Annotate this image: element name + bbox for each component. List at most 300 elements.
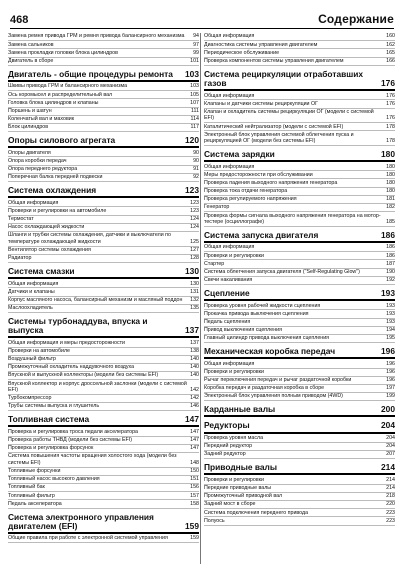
page-ref: 186	[386, 252, 395, 259]
entry-title: Трубы системы выпуска и глушитель	[8, 403, 100, 410]
entry-title: Диагностика системы управления двигателем	[204, 41, 318, 48]
page-ref: 124	[190, 224, 199, 231]
page-ref: 125	[190, 238, 199, 245]
toc-entry	[204, 92, 395, 100]
section-title: Двигатель - общие процедуры ремонта	[8, 68, 173, 79]
toc-entry	[8, 288, 199, 296]
page-ref: 101	[190, 57, 199, 64]
page-ref: 178	[386, 138, 395, 145]
toc-entry	[204, 369, 395, 377]
section-title: Система смазки	[8, 265, 75, 276]
page-ref: 214	[386, 485, 395, 491]
toc-section-heading	[8, 266, 199, 279]
toc-entry	[204, 131, 395, 146]
page-ref: 157	[190, 492, 199, 499]
toc-entry	[8, 364, 199, 372]
page-ref: 140	[190, 372, 199, 379]
page-ref: 193	[386, 318, 395, 325]
toc-section-heading	[204, 346, 395, 359]
page-ref: 148	[190, 459, 199, 466]
page-ref: 186	[386, 244, 395, 251]
toc-entry	[204, 302, 395, 310]
page-ref: 166	[386, 57, 395, 64]
entry-title: Опора переднего редуктора	[8, 166, 78, 173]
page-ref: 147	[190, 428, 199, 435]
entry-title: Общая информация	[8, 280, 59, 287]
toc-entry	[8, 380, 199, 395]
page-ref: 123	[190, 207, 199, 214]
entry-title: Система подключения переднего привода	[204, 509, 309, 516]
page-ref: 142	[190, 387, 199, 394]
page-ref: 180	[386, 171, 395, 178]
page-ref: 99	[193, 49, 199, 56]
entry-title: Проверка тока отдачи генератора	[204, 188, 288, 195]
entry-title: Блок цилиндров	[8, 124, 49, 131]
toc-entry	[8, 395, 199, 403]
section-title: Карданные валы	[204, 404, 276, 415]
entry-title: Общая информация	[204, 163, 255, 170]
page-ref: 107	[190, 99, 199, 106]
toc-entry	[204, 501, 395, 509]
page-ref: 196	[386, 360, 395, 367]
toc-entry	[8, 428, 199, 436]
entry-title: Радиатор	[8, 255, 32, 262]
entry-title: Меры предосторожности при обслуживании	[204, 171, 313, 178]
entry-title: Полуось	[204, 517, 225, 524]
toc-section-heading	[8, 414, 199, 427]
page-ref: 120	[185, 135, 199, 146]
toc-entry	[204, 260, 395, 268]
entry-title: Коробка передач и раздаточная коробка в сборе	[204, 385, 325, 392]
page-ref: 176	[386, 100, 395, 107]
page-ref: 142	[190, 395, 199, 402]
page-number: 468	[10, 14, 29, 26]
entry-title: Общая информация	[204, 33, 255, 40]
entry-title: Впускной коллектор и корпус дроссельной заслонки (модели с системой EFI)	[8, 380, 187, 394]
page-ref: 111	[190, 107, 199, 114]
toc-entry	[8, 199, 199, 207]
section-title: Приводные валы	[204, 462, 278, 473]
entry-title: Головка блока цилиндров и клапаны	[8, 99, 99, 106]
entry-title: Периодическое обслуживание	[204, 49, 280, 56]
entry-title: Проверка формы сигнала выходного напряжения генератора на мотор-тестере (осциллографе)	[204, 212, 381, 226]
page-ref: 204	[386, 443, 395, 450]
entry-title: Проверки и регулировки	[204, 252, 264, 259]
page-ref: 90	[193, 157, 199, 164]
toc-entry	[8, 224, 199, 232]
toc-entry	[204, 385, 395, 393]
entry-title: Система облегчения запуска двигателя ("Self-Regulating Glow")	[204, 268, 360, 275]
entry-title: Опоры двигателя	[8, 149, 51, 156]
entry-title: Проверка регулируемого напряжения	[204, 196, 297, 203]
toc-entry	[8, 492, 199, 500]
toc-entry	[204, 163, 395, 171]
entry-title: Проверка компонентов системы управления двигателем	[204, 57, 344, 64]
entry-title: Двигатель в сборе	[8, 57, 54, 64]
toc-entry	[8, 58, 199, 66]
toc-section-heading	[8, 512, 199, 534]
page-ref: 214	[381, 462, 395, 473]
entry-title: Топливный фильтр	[8, 492, 55, 499]
entry-title: Общие правила при работе с электронной системой управления	[8, 535, 168, 542]
page-ref: 176	[381, 77, 395, 88]
toc-entry	[8, 500, 199, 508]
toc-entry	[204, 49, 395, 57]
page-ref: 140	[190, 356, 199, 363]
entry-title: Педаль сцепления	[204, 318, 251, 325]
entry-title: Передние приводные валы	[204, 485, 272, 491]
toc-section-heading	[204, 462, 395, 475]
entry-title: Вентилятор системы охлаждения	[8, 246, 91, 253]
toc-entry	[8, 49, 199, 57]
page-ref: 130	[190, 280, 199, 287]
section-title: Система рециркуляции отработавших газов	[204, 68, 364, 88]
page-ref: 165	[386, 49, 395, 56]
toc-entry	[8, 232, 199, 247]
page-ref: 147	[185, 414, 199, 425]
section-title: Система электронного управления двигателем (EFI)	[8, 511, 154, 531]
toc-entry	[8, 305, 199, 313]
entry-title: Поршень и шатун	[8, 107, 52, 114]
entry-title: Маслоохладитель	[8, 305, 53, 312]
toc-entry	[8, 348, 199, 356]
entry-title: Опора коробки передач	[8, 157, 67, 164]
entry-title: Главный цилиндр привода выключения сцепления	[204, 335, 330, 342]
toc-entry	[8, 99, 199, 107]
toc-entry	[204, 485, 395, 493]
page-ref: 123	[185, 185, 199, 196]
toc-entry	[8, 453, 199, 468]
toc-entry	[8, 255, 199, 263]
section-title: Топливная система	[8, 414, 90, 425]
toc-entry	[204, 123, 395, 131]
page-ref: 223	[386, 509, 395, 516]
entry-title: Общая информация и меры предосторожности	[8, 339, 126, 346]
entry-title: Топливный насос высокого давления	[8, 476, 100, 483]
toc-entry	[204, 310, 395, 318]
column-divider	[200, 33, 201, 564]
page-ref: 176	[386, 115, 395, 122]
entry-title: Проверка уровня рабочей жидкости сцепления	[204, 302, 321, 309]
toc-right-column	[204, 33, 395, 564]
toc-entry	[204, 493, 395, 501]
toc-section-heading	[8, 316, 199, 338]
page-ref: 138	[190, 347, 199, 354]
page-ref: 147	[190, 437, 199, 443]
entry-title: Шкивы привода ГРМ и балансирного механизма	[8, 83, 128, 90]
toc-entry	[204, 179, 395, 187]
toc-left-column	[8, 33, 199, 564]
toc-entry	[204, 443, 395, 451]
page-ref: 114	[190, 116, 199, 123]
toc-entry	[8, 297, 199, 305]
page-ref: 137	[185, 325, 199, 336]
entry-title: Привод выключения сцепления	[204, 327, 282, 334]
page-ref: 128	[190, 255, 199, 262]
entry-title: Замена ремня привода ГРМ и ремня привода балансирного механизма	[8, 33, 185, 40]
page-ref: 131	[190, 288, 199, 295]
toc-entry	[204, 517, 395, 525]
page-ref: 207	[386, 451, 395, 458]
page-ref: 194	[386, 327, 395, 334]
entry-title: Топливные форсунки	[8, 467, 61, 474]
page-ref: 193	[386, 310, 395, 317]
toc-entry	[8, 476, 199, 484]
section-title: Механическая коробка передач	[204, 346, 336, 357]
page-ref: 91	[193, 166, 199, 173]
page-ref: 97	[193, 41, 199, 48]
toc-section-heading	[204, 230, 395, 243]
entry-title: Замена прокладки головки блока цилиндров	[8, 49, 118, 56]
section-title: Система зарядки	[204, 148, 275, 159]
page-ref: 146	[190, 403, 199, 410]
toc-entry	[204, 244, 395, 252]
toc-entry	[8, 280, 199, 288]
page-ref: 90	[193, 149, 199, 156]
toc-entry	[204, 171, 395, 179]
toc-entry	[8, 372, 199, 380]
page-ref: 94	[193, 33, 199, 40]
entry-title: Ось коромысел и распределительный вал	[8, 91, 113, 98]
page-ref: 105	[190, 91, 199, 98]
toc-section-heading	[8, 69, 199, 82]
page-ref: 178	[386, 123, 395, 130]
page-ref: 162	[386, 41, 395, 48]
toc-section-heading	[204, 149, 395, 162]
entry-title: Педаль акселератора	[8, 500, 62, 507]
toc-entry	[204, 435, 395, 443]
toc-entry	[204, 196, 395, 204]
toc-entry	[8, 207, 199, 215]
entry-title: Впускной и выпускной коллекторы (модели без системы EFI)	[8, 372, 159, 379]
toc-entry	[8, 247, 199, 255]
entry-title: Насос охлаждающей жидкости	[8, 224, 85, 231]
entry-title: Генератор	[204, 204, 230, 211]
page-ref: 103	[185, 68, 199, 79]
toc-entry	[8, 124, 199, 132]
page-ref: 158	[190, 500, 199, 507]
toc-entry	[8, 41, 199, 49]
entry-title: Турбокомпрессор	[8, 395, 52, 402]
toc-entry	[8, 356, 199, 364]
entry-title: Прокачка привода выключения сцепления	[204, 310, 309, 317]
page-ref: 181	[386, 196, 395, 203]
entry-title: Коленчатый вал и маховик	[8, 116, 75, 123]
toc-entry	[204, 451, 395, 459]
page-ref: 195	[386, 335, 395, 342]
toc-entry	[8, 484, 199, 492]
page-ref: 123	[190, 199, 199, 206]
toc-entry	[204, 335, 395, 343]
toc-entry	[204, 476, 395, 484]
toc-entry	[204, 212, 395, 227]
entry-title: Шланги и трубки системы охлаждения, датчики и выключатели по температуре охлаждающей жидкости	[8, 232, 171, 245]
section-title: Сцепление	[204, 287, 250, 298]
toc-entry	[204, 327, 395, 335]
page-ref: 192	[386, 277, 395, 284]
page-ref: 92	[193, 174, 199, 181]
toc-entry	[8, 149, 199, 157]
entry-title: Проверки на автомобиле	[8, 347, 71, 354]
entry-title: Каталитический нейтрализатор (модели с системой EFI)	[204, 123, 344, 130]
entry-title: Общая информация	[204, 244, 255, 251]
page-ref: 103	[190, 83, 199, 90]
toc-entry	[8, 468, 199, 476]
page-ref: 218	[386, 493, 395, 500]
page-ref: 190	[386, 268, 395, 275]
entry-title: Проверка и регулировка форсунок	[8, 445, 94, 452]
page-ref: 151	[190, 476, 199, 483]
entry-title: Общая информация	[204, 92, 255, 99]
entry-title: Промежуточный охладитель наддувочного воздуха	[8, 364, 135, 371]
toc-entry	[8, 83, 199, 91]
page-ref: 199	[386, 393, 395, 400]
toc-entry	[204, 58, 395, 66]
entry-title: Общая информация	[8, 199, 59, 206]
page-ref: 185	[386, 219, 395, 226]
entry-title: Клапаны и датчики системы рециркуляции ОГ	[204, 100, 318, 107]
page-ref: 187	[386, 260, 395, 267]
entry-title: Рычаг переключения передач и рычаг раздаточной коробки	[204, 377, 352, 384]
entry-title: Проверки и регулировки	[204, 476, 264, 483]
page-ref: 156	[190, 484, 199, 491]
toc-entry	[8, 339, 199, 347]
toc-entry	[8, 174, 199, 182]
toc-entry	[204, 100, 395, 108]
page-title: Содержание	[318, 12, 394, 26]
page-ref: 176	[386, 92, 395, 99]
toc-entry	[204, 393, 395, 401]
entry-title: Замена сальников	[8, 41, 54, 48]
page-ref: 204	[386, 435, 395, 442]
toc-section-heading	[204, 288, 395, 301]
page-ref: 150	[190, 467, 199, 474]
page-ref: 127	[190, 246, 199, 253]
toc-entry	[204, 188, 395, 196]
page-ref: 200	[381, 404, 395, 415]
toc-entry	[8, 166, 199, 174]
page-ref: 180	[386, 179, 395, 186]
toc-entry	[204, 109, 395, 124]
toc-entry	[204, 509, 395, 517]
toc-entry	[8, 116, 199, 124]
toc-entry	[8, 33, 199, 41]
toc-entry	[8, 445, 199, 453]
entry-title: Промежуточный приводной вал	[204, 493, 283, 500]
entry-title: Проверка падения выходного напряжения генератора	[204, 179, 338, 186]
section-title: Система запуска двигателя	[204, 229, 319, 240]
section-title: Системы турбонаддува, впуска и выпуска	[8, 315, 148, 336]
entry-title: Клапан и охладитель системы рециркуляции ОГ (модели с системой EFI)	[204, 108, 374, 122]
section-title: Редукторы	[204, 420, 250, 431]
header-divider	[10, 28, 394, 29]
entry-title: Проверка и регулировка троса педали акселератора	[8, 428, 138, 435]
toc-entry	[204, 277, 395, 285]
entry-title: Топливный бак	[8, 484, 45, 491]
section-title: Опоры силового агрегата	[8, 135, 116, 146]
entry-title: Поперечная балка передней подвески	[8, 174, 103, 181]
page-ref: 160	[386, 33, 395, 40]
toc-entry	[8, 535, 199, 543]
page-ref: 180	[381, 148, 395, 159]
toc-entry	[8, 108, 199, 116]
page-ref: 214	[386, 476, 395, 483]
entry-title: Проверка уровня масла	[204, 435, 264, 442]
page-ref: 135	[190, 305, 199, 312]
page-ref: 140	[190, 364, 199, 371]
toc-section-heading	[204, 420, 395, 433]
entry-title: Термостат	[8, 216, 34, 222]
toc-entry	[204, 41, 395, 49]
page-ref: 159	[185, 520, 199, 531]
entry-title: Передний редуктор	[204, 443, 253, 450]
page-ref: 124	[190, 216, 199, 222]
page-ref: 197	[386, 385, 395, 392]
toc-entry	[204, 377, 395, 385]
page-ref: 223	[386, 517, 395, 524]
toc-entry	[204, 252, 395, 260]
toc-entry	[8, 403, 199, 411]
toc-section-heading	[8, 185, 199, 198]
page-ref: 182	[386, 204, 395, 211]
entry-title: Стартер	[204, 260, 225, 267]
page-ref: 204	[381, 420, 395, 431]
entry-title: Электронный блок управления полным приводом (4WD)	[204, 393, 343, 400]
toc-entry	[204, 204, 395, 212]
entry-title: Свечи накаливания	[204, 277, 253, 284]
page-ref: 196	[386, 377, 395, 384]
page-ref: 117	[190, 124, 199, 131]
toc-section-heading	[8, 135, 199, 148]
toc-entry	[204, 33, 395, 41]
toc-section-heading	[204, 69, 395, 91]
entry-title: Система повышения частоты вращения холостого хода (модели без системы EFI)	[8, 453, 177, 466]
page-header	[10, 8, 394, 26]
page-ref: 180	[386, 163, 395, 170]
page-ref: 147	[190, 445, 199, 452]
page-ref: 186	[381, 229, 395, 240]
entry-title: Проверки и регулировки	[204, 368, 264, 375]
toc-entry	[204, 269, 395, 277]
page-ref: 137	[190, 339, 199, 346]
entry-title: Общая информация	[204, 360, 255, 367]
page-ref: 180	[386, 188, 395, 195]
entry-title: Воздушный фильтр	[8, 356, 57, 363]
entry-title: Датчики и клапаны	[8, 288, 55, 295]
page-ref: 132	[190, 296, 199, 303]
entry-title: Проверка работы ТНВД (модели без системы EFI)	[8, 437, 133, 443]
entry-title: Задний мост в сборе	[204, 501, 256, 508]
section-title: Система охлаждения	[8, 185, 97, 196]
entry-title: Проверки и регулировки на автомобиле	[8, 207, 107, 214]
toc-entry	[204, 360, 395, 368]
toc-entry	[8, 437, 199, 445]
toc-entry	[8, 91, 199, 99]
page-ref: 130	[185, 265, 199, 276]
entry-title: Корпус масляного насоса, балансирный механизм и масляный поддон	[8, 296, 183, 303]
toc-entry	[204, 319, 395, 327]
page-ref: 220	[386, 501, 395, 508]
page-ref: 193	[381, 287, 395, 298]
toc-entry	[8, 157, 199, 165]
entry-title: Задний редуктор	[204, 451, 246, 458]
entry-title: Электронный блок управления системой облегчения пуска и рециркуляцией ОГ (модели без системы EFI)	[204, 131, 354, 145]
toc-entry	[8, 216, 199, 224]
page-ref: 196	[386, 368, 395, 375]
page-ref: 193	[386, 302, 395, 309]
toc-section-heading	[204, 404, 395, 417]
page-ref: 159	[190, 535, 199, 542]
